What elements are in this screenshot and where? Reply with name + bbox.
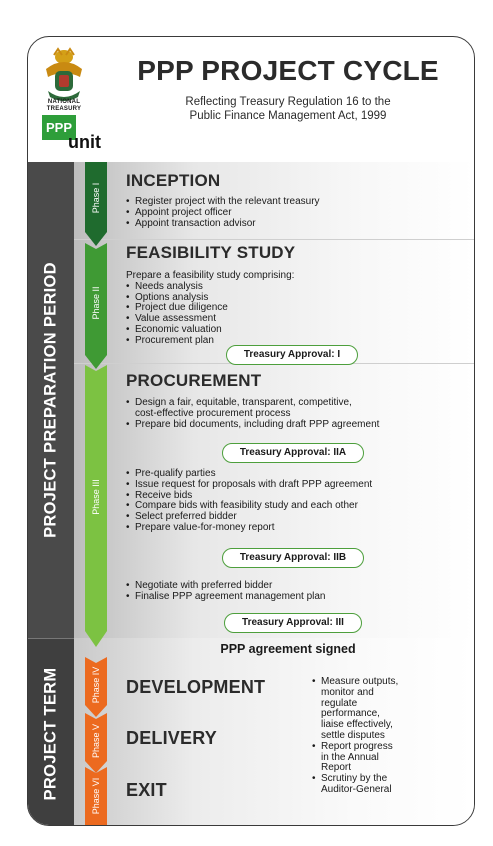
list-item: • Procurement plan bbox=[126, 336, 456, 347]
page-subtitle bbox=[118, 95, 458, 123]
development-heading: DEVELOPMENT bbox=[126, 677, 266, 697]
feasibility-intro: Prepare a feasibility study comprising: bbox=[126, 270, 295, 281]
list-item: • Register project with the relevant treasury bbox=[126, 197, 456, 208]
procurement-list-a bbox=[126, 398, 456, 430]
list-item: • Economic valuation bbox=[126, 325, 456, 336]
list-item: • Value assessment bbox=[126, 314, 456, 325]
exit-heading: EXIT bbox=[126, 780, 167, 800]
list-line: • Report progress bbox=[321, 740, 393, 752]
phase-1-label: Phase I bbox=[91, 182, 101, 214]
ppp-cycle-poster bbox=[27, 36, 475, 826]
delivery-heading: DELIVERY bbox=[126, 728, 217, 748]
list-line: in the Annual bbox=[321, 751, 379, 763]
list-line: performance, bbox=[321, 708, 380, 720]
sidebar-preparation-period bbox=[28, 162, 74, 638]
list-item bbox=[126, 409, 456, 420]
feasibility-list bbox=[126, 271, 456, 347]
list-item bbox=[312, 677, 472, 742]
phase-2-label: Phase II bbox=[91, 286, 101, 320]
list-line: • Measure outputs, bbox=[321, 676, 399, 687]
list-line: Auditor-General bbox=[321, 783, 392, 795]
sidebar-project-term bbox=[28, 638, 74, 826]
list-item: • Finalise PPP agreement management plan bbox=[126, 592, 456, 603]
list-line: Report bbox=[321, 762, 352, 774]
phase-3-arrow bbox=[82, 365, 110, 647]
ppp-logo-box: PPP bbox=[42, 115, 76, 140]
list-item: • Needs analysis bbox=[126, 282, 456, 293]
list-item-continuation: cost-effective procurement process bbox=[135, 407, 291, 419]
list-item: • Prepare value-for-money report bbox=[126, 523, 456, 534]
list-item: • Receive bids bbox=[126, 491, 456, 502]
subtitle-line-1: Reflecting Treasury Regulation 16 to the bbox=[185, 96, 391, 108]
term-outputs-list bbox=[312, 677, 472, 796]
phase-6-label: Phase VI bbox=[91, 777, 101, 815]
phase-2-arrow bbox=[82, 243, 110, 369]
phase-6-arrow bbox=[82, 767, 110, 825]
list-item: • Compare bids with feasibility study and each other bbox=[126, 501, 456, 512]
procurement-list-b bbox=[126, 469, 456, 534]
crest-caption: NATIONAL TREASURY bbox=[46, 99, 82, 112]
procurement-list-c bbox=[126, 581, 456, 603]
list-line: regulate bbox=[321, 697, 358, 709]
phase-4-label: Phase IV bbox=[91, 666, 101, 704]
list-item bbox=[312, 742, 472, 774]
list-item bbox=[312, 774, 472, 796]
list-item: • Options analysis bbox=[126, 293, 456, 304]
list-item: • Negotiate with preferred bidder bbox=[126, 581, 456, 592]
procurement-heading: PROCUREMENT bbox=[126, 371, 262, 390]
treasury-approval-2a-badge: Treasury Approval: IIA bbox=[222, 443, 364, 463]
phase-5-label: Phase V bbox=[91, 723, 101, 759]
treasury-approval-3-badge: Treasury Approval: III bbox=[224, 613, 362, 633]
list-line: monitor and bbox=[321, 686, 374, 698]
phase-5-arrow bbox=[82, 713, 110, 773]
treasury-approval-2b-badge: Treasury Approval: IIB bbox=[222, 548, 364, 568]
list-item: • Select preferred bidder bbox=[126, 512, 456, 523]
page-title: PPP PROJECT CYCLE bbox=[137, 55, 439, 86]
list-line: • Scrutiny by the bbox=[321, 773, 388, 785]
inception-heading: INCEPTION bbox=[126, 171, 221, 190]
phase-4-arrow bbox=[82, 657, 110, 717]
list-line: settle disputes bbox=[321, 729, 385, 741]
subtitle-line-2: Public Finance Management Act, 1999 bbox=[189, 110, 387, 122]
list-item: • Appoint transaction advisor bbox=[126, 219, 456, 230]
list-item: • Issue request for proposals with draft PPP agreement bbox=[126, 480, 456, 491]
section-divider bbox=[74, 239, 474, 240]
list-item: • Appoint project officer bbox=[126, 208, 456, 219]
preparation-period-label: PROJECT PREPARATION PERIOD bbox=[41, 262, 60, 538]
ppp-unit-logo bbox=[42, 115, 106, 155]
treasury-approval-1-badge: Treasury Approval: I bbox=[226, 345, 358, 365]
agreement-signed-label: PPP agreement signed bbox=[220, 642, 356, 656]
list-item: • Project due diligence bbox=[126, 303, 456, 314]
ppp-logo-unit: unit bbox=[68, 132, 101, 152]
project-term-label: PROJECT TERM bbox=[41, 667, 60, 801]
phase-3-label: Phase III bbox=[91, 479, 101, 515]
list-item: • Design a fair, equitable, transparent, competitive, bbox=[126, 398, 456, 409]
phase-1-arrow bbox=[82, 162, 110, 246]
inception-list bbox=[126, 197, 456, 229]
list-item: • Pre-qualify parties bbox=[126, 469, 456, 480]
list-item: • Prepare bid documents, including draft PPP agreement bbox=[126, 420, 456, 431]
feasibility-heading: FEASIBILITY STUDY bbox=[126, 243, 296, 262]
list-line: liaise effectively, bbox=[321, 719, 393, 731]
